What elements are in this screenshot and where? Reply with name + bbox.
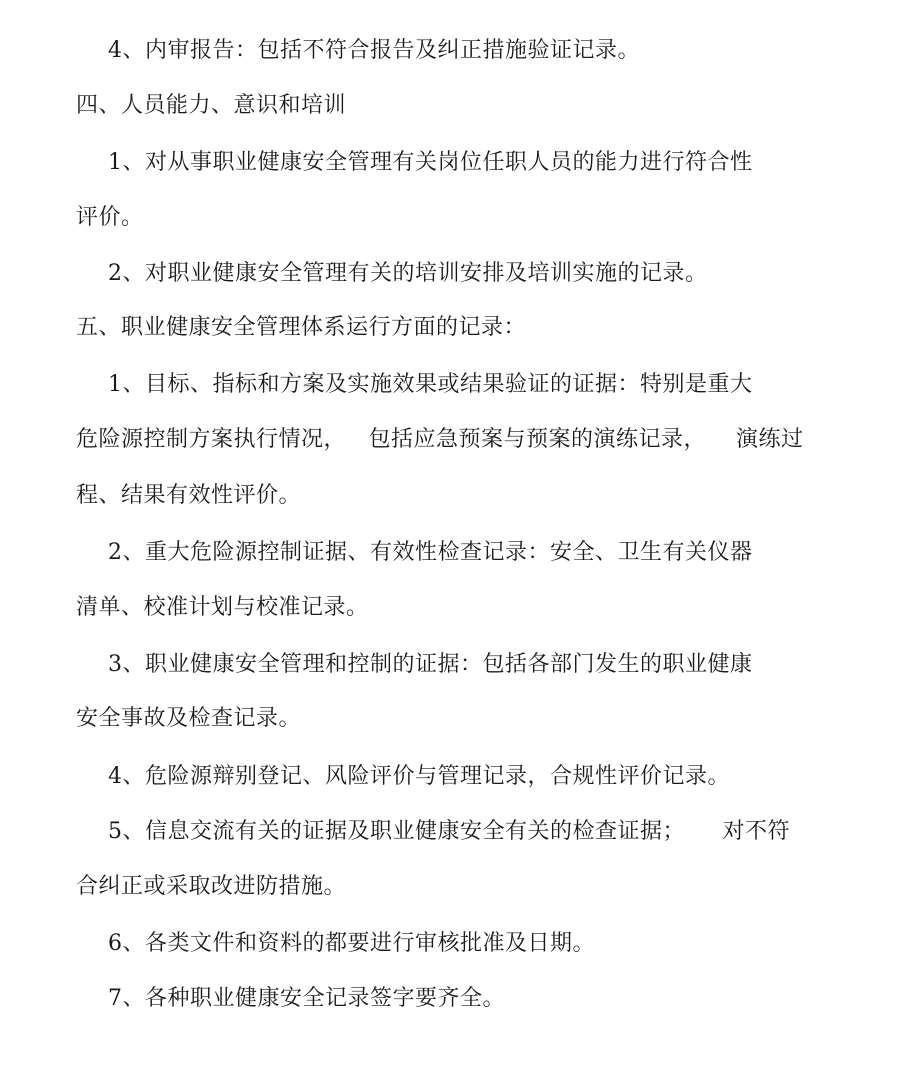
list-item-continuation: 合纠正或采取改进防措施。 (76, 874, 347, 899)
list-item: 2、对职业健康安全管理有关的培训安排及培训实施的记录。 (108, 261, 708, 286)
list-item-continuation: 危险源控制方案执行情况， 包括应急预案与预案的演练记录， 演练过 (76, 427, 804, 452)
section-heading: 五、职业健康安全管理体系运行方面的记录： (76, 315, 527, 340)
list-item: 1、目标、指标和方案及实施效果或结果验证的证据：特别是重大 (108, 372, 753, 397)
list-item: 6、各类文件和资料的都要进行审核批准及日期。 (108, 931, 595, 956)
list-item-continuation: 清单、校准计划与校准记录。 (76, 595, 369, 620)
list-item: 4、危险源辩别登记、风险评价与管理记录，合规性评价记录。 (108, 764, 730, 789)
list-item: 2、重大危险源控制证据、有效性检查记录：安全、卫生有关仪器 (108, 540, 753, 565)
list-item-continuation: 评价。 (76, 205, 144, 230)
section-heading: 四、人员能力、意识和培训 (76, 93, 347, 118)
list-item: 1、对从事职业健康安全管理有关岗位任职人员的能力进行符合性 (108, 150, 753, 175)
list-item: 3、职业健康安全管理和控制的证据：包括各部门发生的职业健康 (108, 652, 753, 677)
list-item: 4、内审报告：包括不符合报告及纠正措施验证记录。 (108, 38, 640, 63)
list-item: 5、信息交流有关的证据及职业健康安全有关的检查证据； 对不符 (108, 819, 790, 844)
list-item-continuation: 安全事故及检查记录。 (76, 706, 302, 731)
list-item: 7、各种职业健康安全记录签字要齐全。 (108, 986, 505, 1011)
list-item-continuation: 程、结果有效性评价。 (76, 483, 302, 508)
